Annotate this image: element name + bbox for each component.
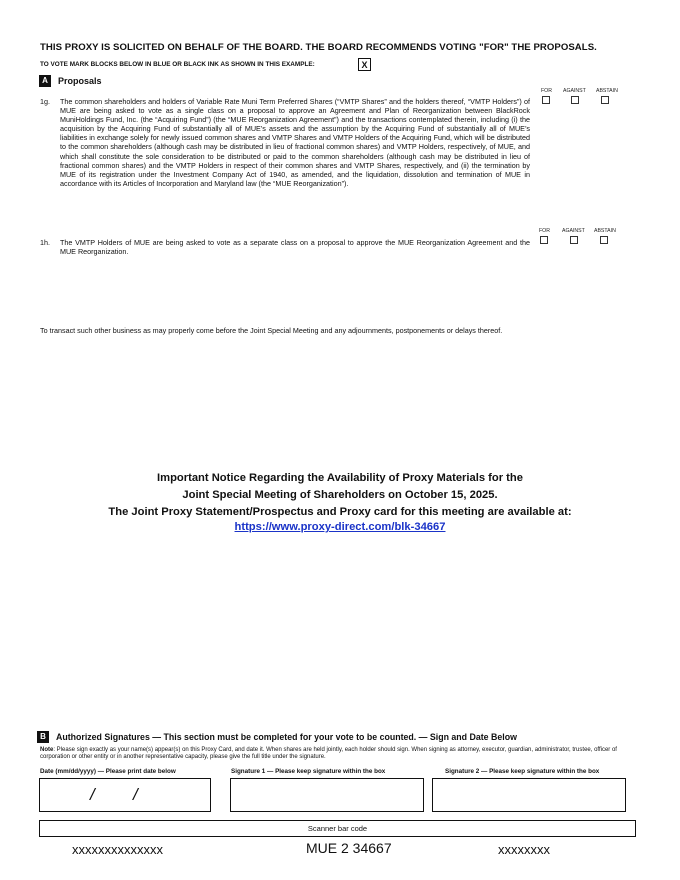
note-text: : Please sign exactly as your name(s) appear(s) on this Proxy Card, and date it. When shares are held jointly, each holder should sign. When signing as attorney, executor, guardian, administrator, trustee, officer of corporation or other entity or in another representative capacity, please give the full title under the signature. xyxy=(40,747,617,761)
proposal-1h-abstain-checkbox[interactable] xyxy=(600,236,608,244)
notice-line-1: Important Notice Regarding the Availability of Proxy Materials for the xyxy=(157,472,523,484)
note-label: Note xyxy=(40,747,54,753)
signature-1-label: Signature 1 — Please keep signature within the box xyxy=(231,768,386,775)
date-label: Date (mm/dd/yyyy) — Please print date below xyxy=(40,768,176,775)
notice-line-3: The Joint Proxy Statement/Prospectus and Proxy card for this meeting are available at: xyxy=(108,506,572,518)
proposal-1h-against-checkbox[interactable] xyxy=(570,236,578,244)
section-a-badge: A xyxy=(39,75,51,87)
proposal-1g-text: The common shareholders and holders of Variable Rate Muni Term Preferred Shares (“VMTP Shares” and the holders thereof, “VMTP Holders”) of MUE are being asked to vote as a single class on a proposal to approve an Agreement and Plan of Reorganization between BlackRock MuniHoldings Fund, Inc. (the “Acquiring Fund”) (the “MUE Reorganization Agreement”) and the transactions contemplated therein, including (i) the acquisition by the Acquiring Fund of substantially all of MUE’s assets and the assumption by the Acquiring Fund of substantially all of MUE’s liabilities in exchange solely for newly issued common shares and VMTP Shares and VMTP Holders of the Acquiring Fund, which will be distributed to the common shareholders (although cash may be distributed in lieu of fractional common shares) and VMTP Holders, respectively, of MUE, and which shall constitute the sole consideration to be distributed or paid to the common shareholders (although cash may be distributed in lieu of fractional common shares) and the VMTP Holders in respect of their common shares and VMTP Shares, respectively, and (ii) the termination by MUE of its registration under the Investment Company Act of 1940, as amended, and the liquidation, dissolution and termination of MUE in accordance with its Articles of Incorporation and Maryland law (the “MUE Reorganization”). xyxy=(60,97,530,188)
notice-link-row xyxy=(0,519,680,536)
date-slash-2: / xyxy=(133,785,138,804)
signature-2-label: Signature 2 — Please keep signature within the box xyxy=(445,768,600,775)
proposal-1h-for-checkbox[interactable] xyxy=(540,236,548,244)
proposal-1g-number: 1g. xyxy=(40,97,50,106)
proposal-1g-against-checkbox[interactable] xyxy=(571,96,579,104)
signature-2-box[interactable] xyxy=(432,778,626,812)
column-header-against: AGAINST xyxy=(563,88,586,94)
example-mark-box: X xyxy=(358,58,371,71)
scanner-bar-code: Scanner bar code xyxy=(39,820,636,837)
column-header-against: AGAINST xyxy=(562,228,585,234)
vote-instruction: TO VOTE MARK BLOCKS BELOW IN BLUE OR BLACK INK AS SHOWN IN THIS EXAMPLE: xyxy=(40,61,315,68)
proposal-1h-text: The VMTP Holders of MUE are being asked to vote as a separate class on a proposal to approve the MUE Reorganization Agreement and the MUE Reorganization. xyxy=(60,238,530,257)
footer-right-code: xxxxxxxx xyxy=(498,842,550,857)
signature-1-box[interactable] xyxy=(230,778,424,812)
footer-left-code: xxxxxxxxxxxxxx xyxy=(72,842,163,857)
section-a-title: Proposals xyxy=(58,76,102,86)
column-header-for: FOR xyxy=(539,228,550,234)
signature-note xyxy=(40,747,640,761)
notice-line-2: Joint Special Meeting of Shareholders on October 15, 2025. xyxy=(182,489,498,501)
column-header-for: FOR xyxy=(541,88,552,94)
proposal-1g-abstain-checkbox[interactable] xyxy=(601,96,609,104)
date-input-box[interactable] xyxy=(39,778,211,812)
other-business-text: To transact such other business as may properly come before the Joint Special Meeting and any adjournments, postponements or delays thereof. xyxy=(40,326,503,335)
proposal-1g-for-checkbox[interactable] xyxy=(542,96,550,104)
footer-center-code: MUE 2 34667 xyxy=(306,840,392,856)
column-header-abstain: ABSTAIN xyxy=(596,88,618,94)
proxy-materials-link[interactable]: https://www.proxy-direct.com/blk-34667 xyxy=(234,521,446,533)
proposal-1h-number: 1h. xyxy=(40,238,50,247)
section-b-badge: B xyxy=(37,731,49,743)
proxy-header-title: THIS PROXY IS SOLICITED ON BEHALF OF THE BOARD. THE BOARD RECOMMENDS VOTING "FOR" THE PROPOSALS. xyxy=(40,42,597,53)
column-header-abstain: ABSTAIN xyxy=(594,228,616,234)
date-slash-1: / xyxy=(90,785,95,804)
section-b-title: Authorized Signatures — This section must be completed for your vote to be counted. — Sign and Date Below xyxy=(56,732,517,742)
